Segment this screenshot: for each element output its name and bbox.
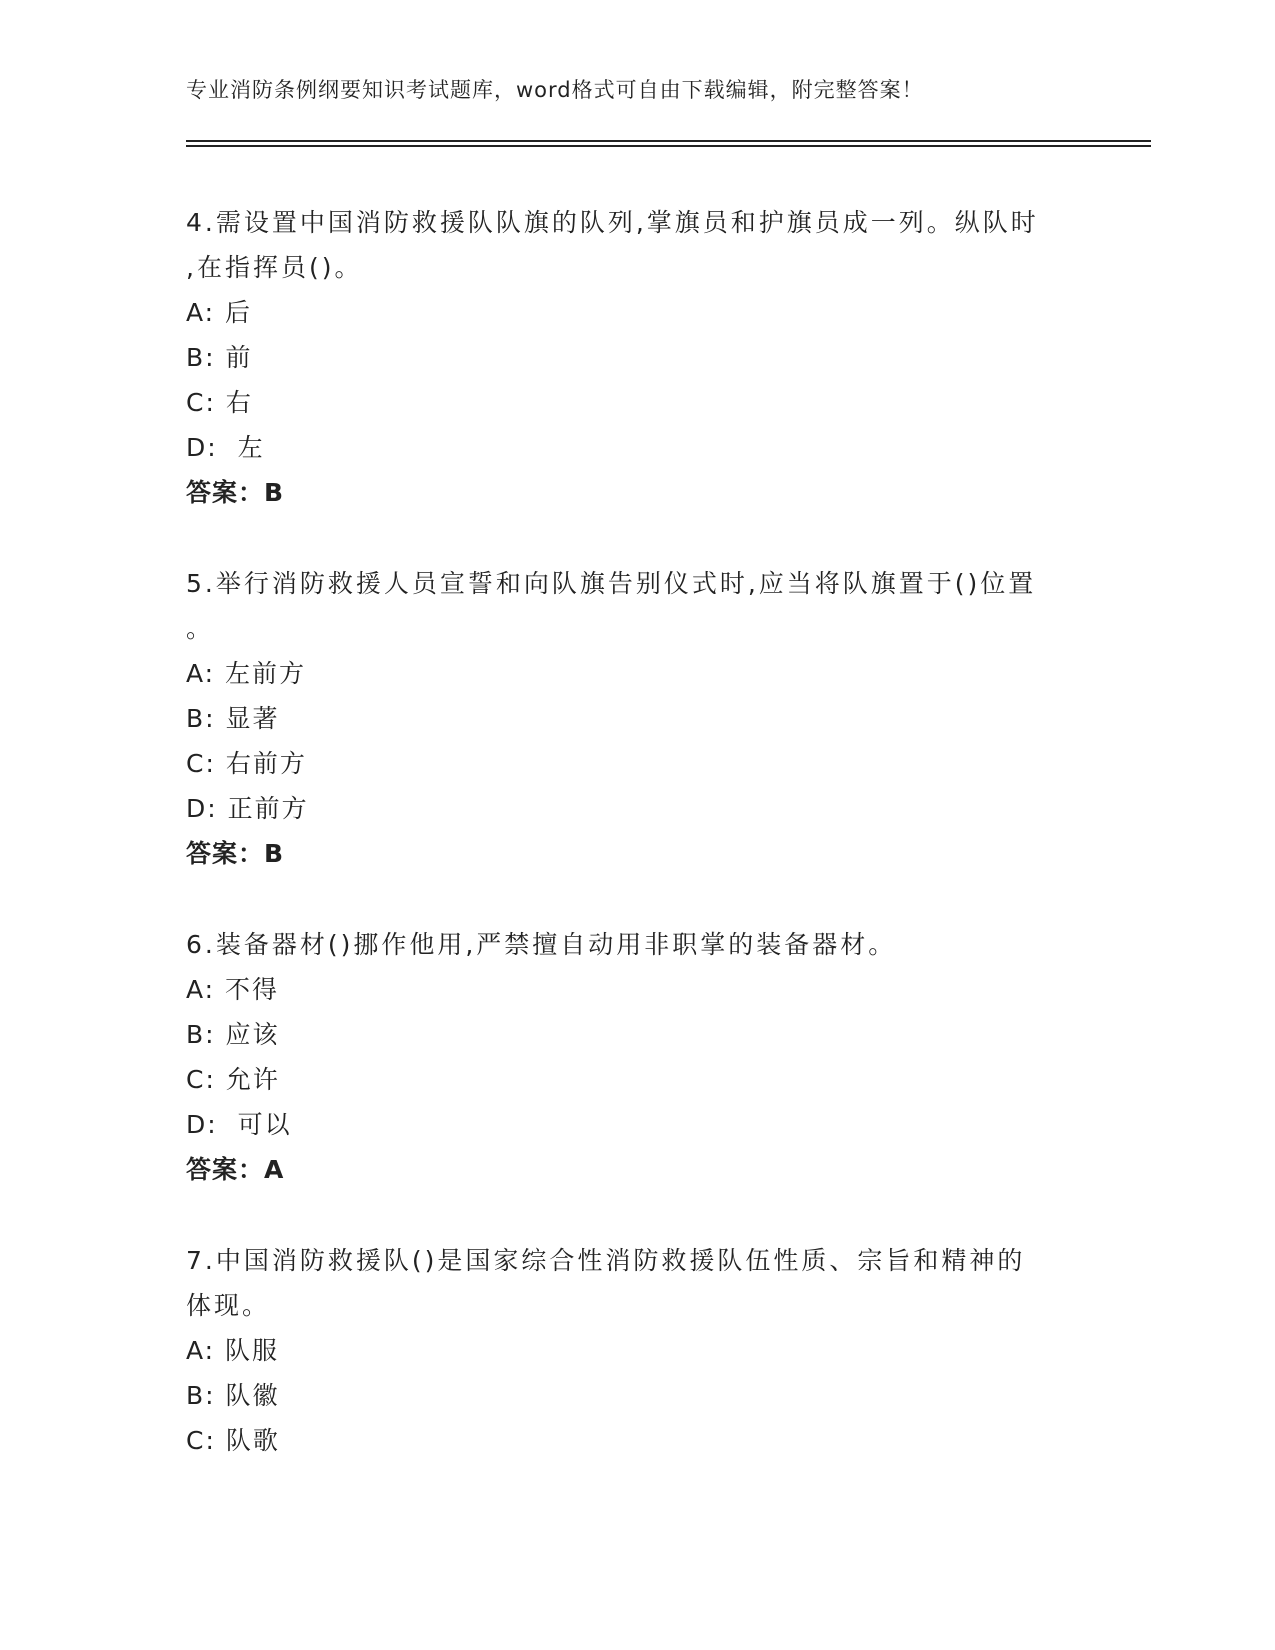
header-rule-bottom	[186, 145, 1151, 147]
question-6	[186, 922, 1066, 1192]
option-b: B: 应该	[186, 1020, 280, 1049]
option-b: B: 队徽	[186, 1381, 280, 1410]
option-b: B: 显著	[186, 704, 280, 733]
question-4	[186, 200, 1066, 515]
option-a: A: 不得	[186, 975, 280, 1004]
answer: 答案：B	[186, 839, 285, 868]
answer: 答案：A	[186, 1155, 285, 1184]
question-stem-line: 4.需设置中国消防救援队队旗的队列,掌旗员和护旗员成一列。纵队时	[186, 208, 1039, 237]
question-5	[186, 561, 1066, 876]
option-b: B: 前	[186, 343, 253, 372]
question-stem	[186, 1238, 1066, 1328]
option-a: A: 后	[186, 298, 253, 327]
option-d: D: 可以	[186, 1110, 292, 1139]
question-stem-line: ,在指挥员()。	[186, 253, 363, 282]
option-d: D: 正前方	[186, 794, 309, 823]
question-stem	[186, 561, 1066, 651]
option-a: A: 队服	[186, 1336, 280, 1365]
document-header: 专业消防条例纲要知识考试题库，word格式可自由下载编辑，附完整答案！	[186, 78, 924, 102]
question-stem-line: 体现。	[186, 1291, 271, 1320]
option-a: A: 左前方	[186, 659, 307, 688]
header-rule-top	[186, 140, 1151, 142]
question-7	[186, 1238, 1066, 1463]
question-stem-line: 6.装备器材()挪作他用,严禁擅自动用非职掌的装备器材。	[186, 930, 897, 959]
question-stem	[186, 200, 1066, 290]
question-stem-line: 。	[186, 614, 215, 643]
option-c: C: 右前方	[186, 749, 307, 778]
question-list	[186, 200, 1066, 1509]
option-c: C: 允许	[186, 1065, 280, 1094]
option-c: C: 队歌	[186, 1426, 280, 1455]
question-stem-line: 7.中国消防救援队()是国家综合性消防救援队伍性质、宗旨和精神的	[186, 1246, 1026, 1275]
question-stem	[186, 922, 1066, 967]
question-stem-line: 5.举行消防救援人员宣誓和向队旗告别仪式时,应当将队旗置于()位置	[186, 569, 1037, 598]
option-c: C: 右	[186, 388, 253, 417]
answer: 答案：B	[186, 478, 285, 507]
option-d: D: 左	[186, 433, 265, 462]
